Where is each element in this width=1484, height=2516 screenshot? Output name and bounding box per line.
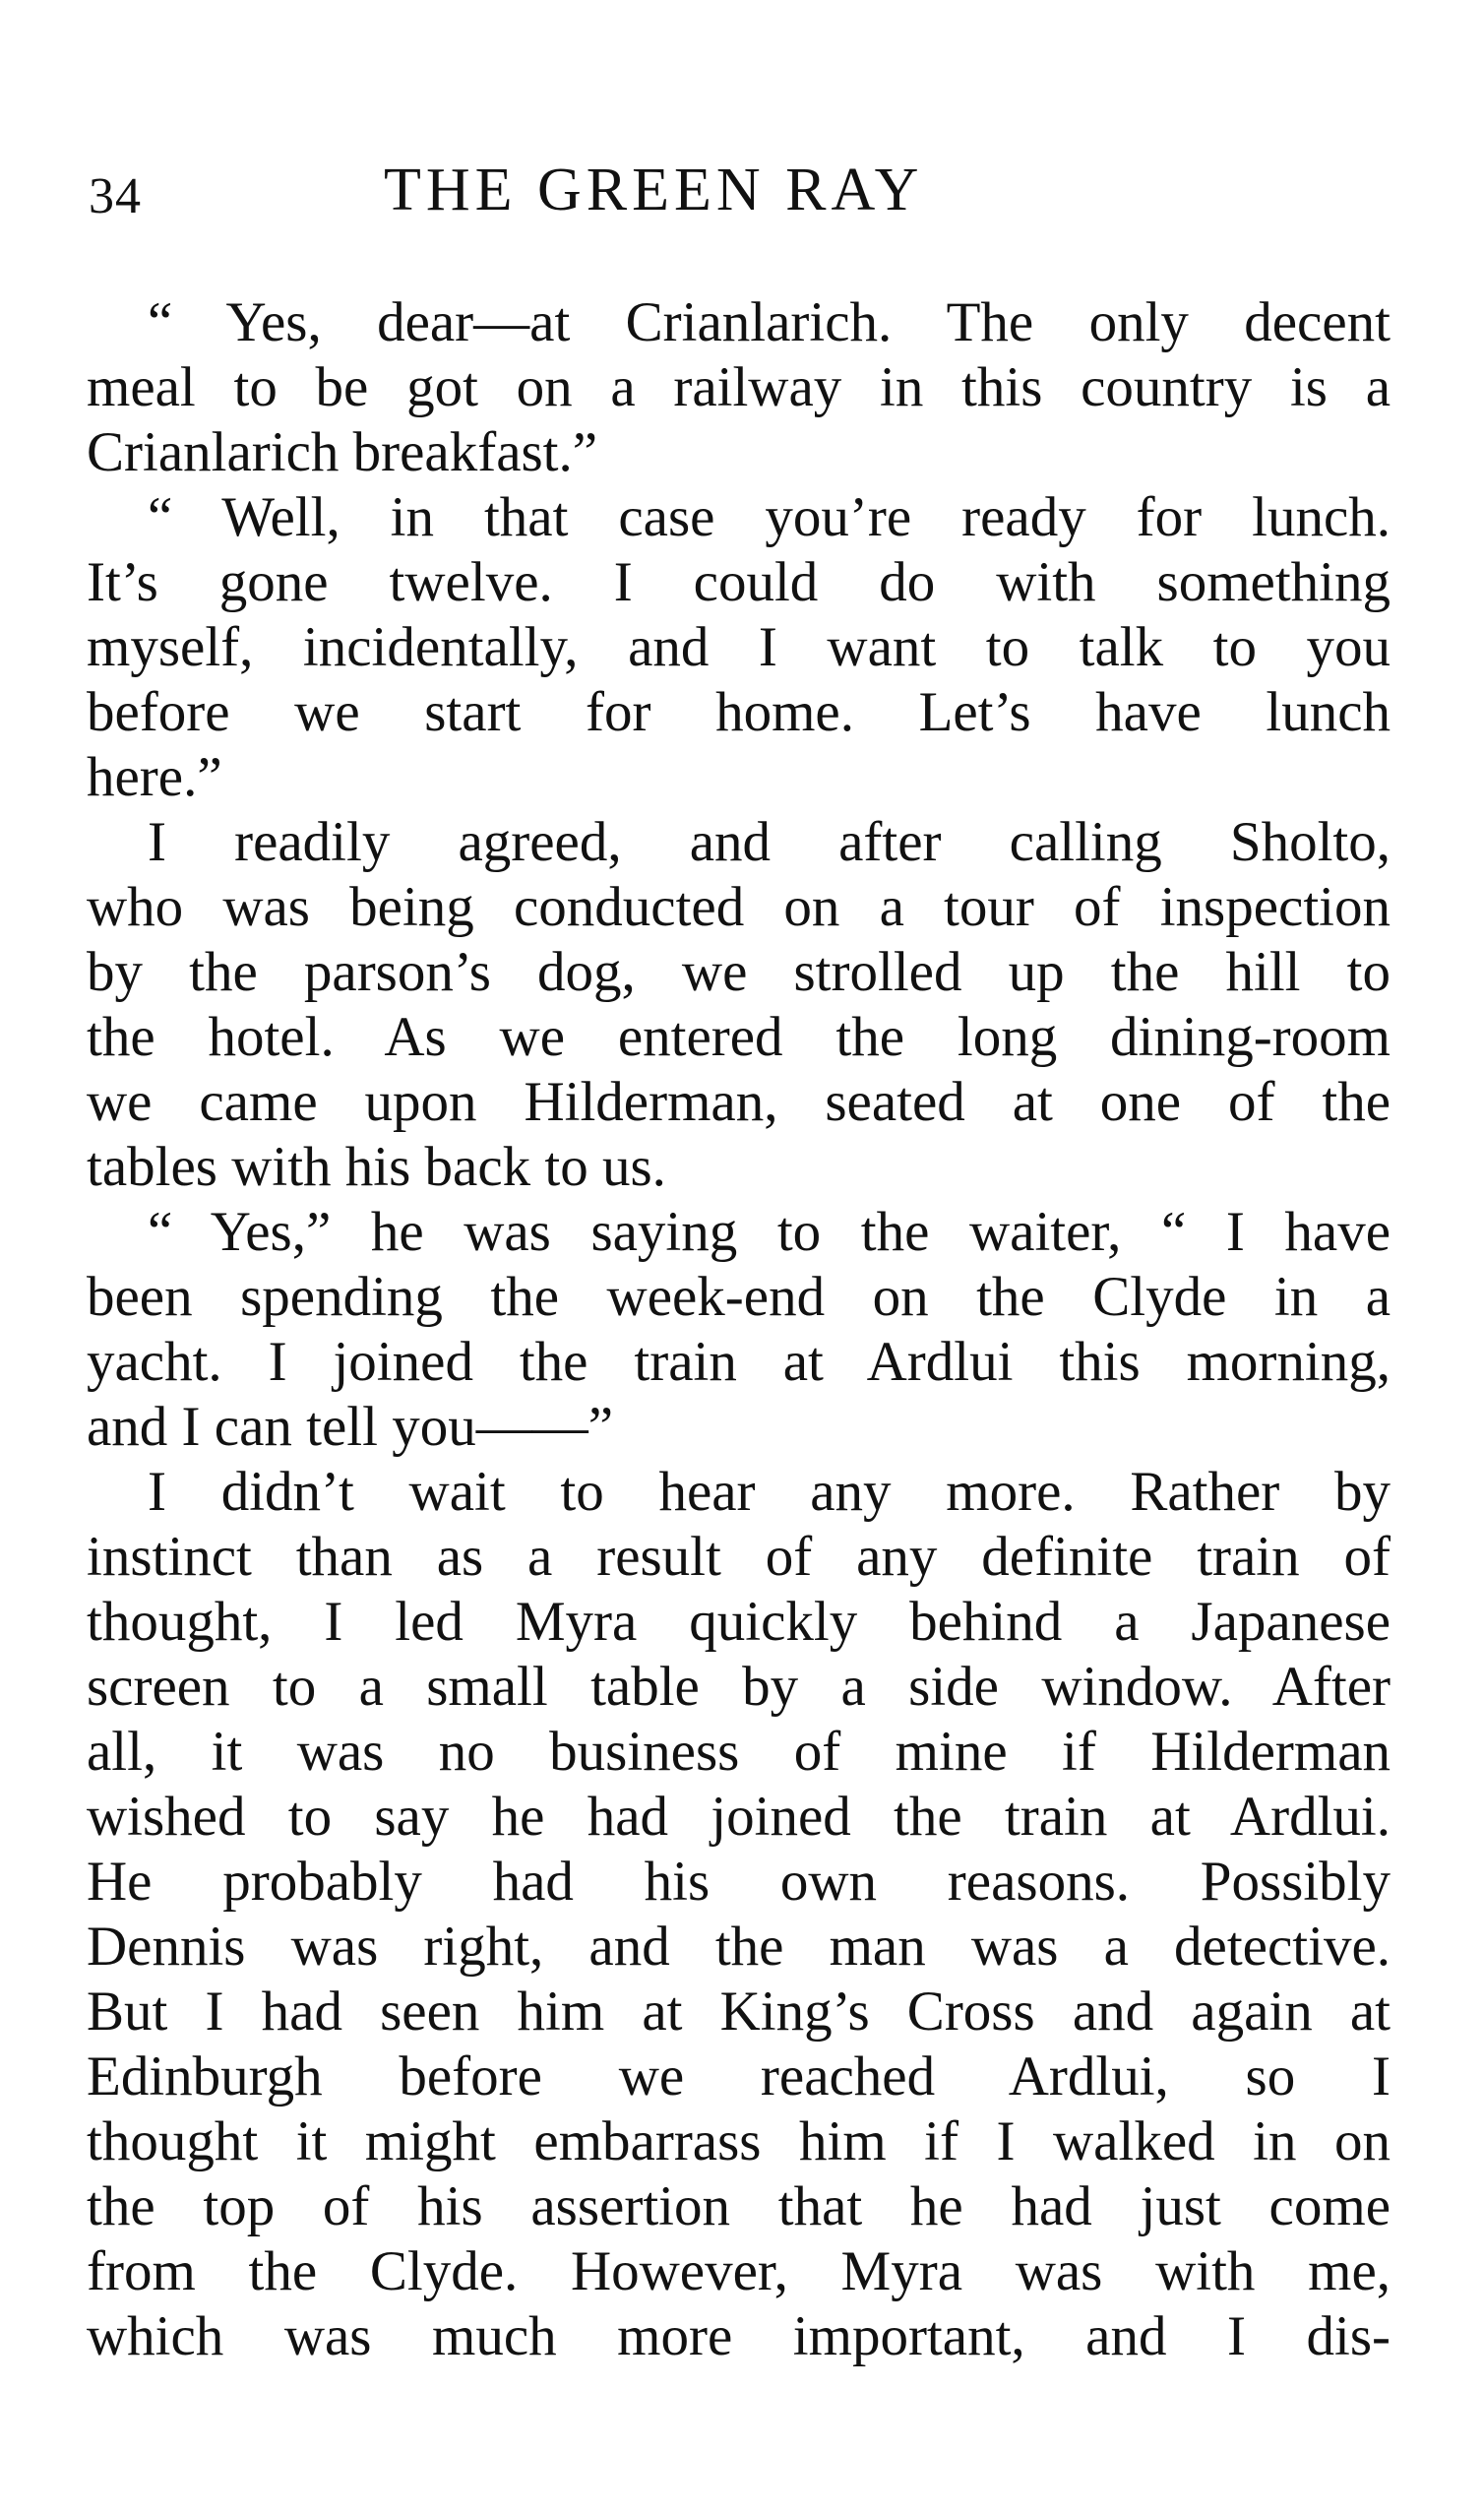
running-title: THE GREEN RAY [384, 157, 924, 223]
text-line: wished to say he had joined the train at Ardlui. [87, 1786, 1391, 1848]
text-line: the top of his assertion that he had just come [87, 2175, 1391, 2237]
text-line: Edinburgh before we reached Ardlui, so I [87, 2045, 1391, 2107]
text-line: “ Yes, dear—at Crianlarich. The only decent [148, 291, 1391, 353]
text-line: who was being conducted on a tour of inspection [87, 876, 1391, 938]
text-line: and I can tell you——” [87, 1396, 613, 1458]
text-line: It’s gone twelve. I could do with something [87, 551, 1391, 613]
text-line: Crianlarich breakfast.” [87, 421, 598, 483]
text-line: by the parson’s dog, we strolled up the hill to [87, 941, 1391, 1003]
text-line: been spending the week-end on the Clyde in a [87, 1266, 1391, 1328]
text-line: “ Well, in that case you’re ready for lunch. [148, 486, 1391, 548]
text-line: thought it might embarrass him if I walked in on [87, 2110, 1391, 2172]
text-line: I didn’t wait to hear any more. Rather by [148, 1461, 1391, 1523]
text-line: myself, incidentally, and I want to talk to you [87, 616, 1391, 678]
text-line: instinct than as a result of any definite train of [87, 1526, 1391, 1588]
text-line: we came upon Hilderman, seated at one of the [87, 1071, 1391, 1133]
running-head [89, 156, 1388, 234]
text-line: He probably had his own reasons. Possibly [87, 1851, 1391, 1913]
text-line: “ Yes,” he was saying to the waiter, “ I have [148, 1201, 1391, 1263]
text-line: screen to a small table by a side window. After [87, 1656, 1391, 1718]
text-line: Dennis was right, and the man was a detective. [87, 1916, 1391, 1978]
page-number: 34 [89, 168, 142, 224]
body-text [87, 290, 1391, 2369]
text-line: yacht. I joined the train at Ardlui this morning, [87, 1331, 1391, 1393]
text-line: from the Clyde. However, Myra was with me, [87, 2240, 1391, 2302]
text-line: the hotel. As we entered the long dining-room [87, 1006, 1391, 1068]
text-line: tables with his back to us. [87, 1136, 666, 1198]
text-line: thought, I led Myra quickly behind a Japanese [87, 1591, 1391, 1653]
text-line: I readily agreed, and after calling Sholto, [148, 811, 1391, 873]
text-line: meal to be got on a railway in this country is a [87, 356, 1391, 418]
text-line: which was much more important, and I dis- [87, 2305, 1391, 2367]
text-line: But I had seen him at King’s Cross and again at [87, 1981, 1391, 2043]
text-line: before we start for home. Let’s have lunch [87, 681, 1391, 743]
text-line: all, it was no business of mine if Hilderman [87, 1721, 1391, 1783]
text-line: here.” [87, 746, 222, 808]
